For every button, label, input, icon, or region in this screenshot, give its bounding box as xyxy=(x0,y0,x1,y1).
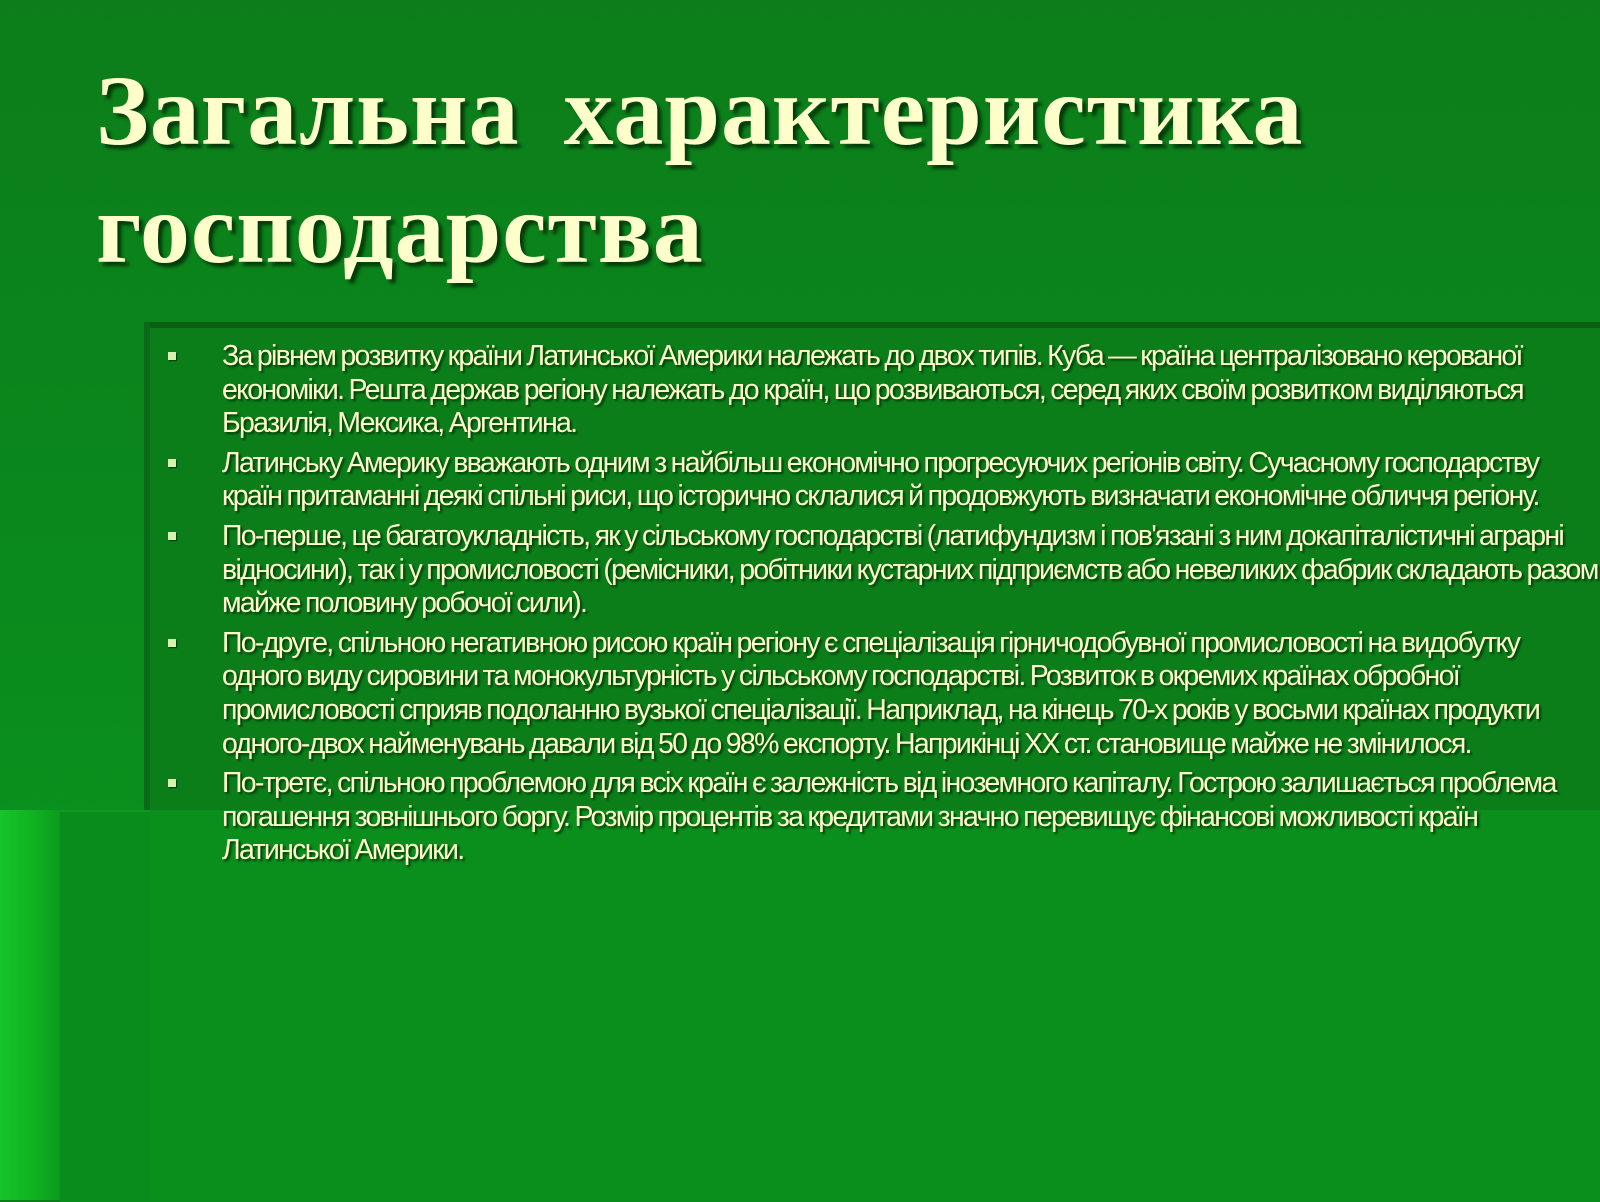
background-left-band xyxy=(0,810,60,1200)
bullet-list xyxy=(160,340,1600,874)
square-bullet-icon xyxy=(168,779,176,787)
bullet-text: По-перше, це багатоукладність, як у сільському господарстві (латифундизм і пов'язані з ним докапіталістичні аграрні відносини), так і у промисловості (ремісники, робітники кустарних підприємств або невеликих фабрик складають разом майже половину робочої сили). xyxy=(222,519,1598,620)
bullet-item xyxy=(160,340,1600,441)
bullet-item xyxy=(160,447,1600,514)
bullet-item xyxy=(160,767,1600,868)
square-bullet-icon xyxy=(168,352,176,360)
square-bullet-icon xyxy=(168,639,176,647)
slide-title: Загальна характеристика господарства xyxy=(96,55,1304,284)
bullet-text: За рівнем розвитку країни Латинської Америки належать до двох типів. Куба — країна централізовано керованої економіки. Решта держав регіону належать до країн, що розвиваються, серед яких своїм розвитком виділяються Бразилія, Мексика, Аргентина. xyxy=(222,340,1523,440)
bullet-item xyxy=(160,520,1600,621)
square-bullet-icon xyxy=(168,532,176,540)
bullet-item xyxy=(160,627,1600,761)
bullet-text: По-третє, спільною проблемою для всіх країн є залежність від іноземного капіталу. Гострою залишається проблема погашення зовнішнього боргу. Розмір процентів за кредитами значно перевищує фінансові можливості країн Латинської Америки. xyxy=(222,767,1556,867)
bullet-text: По-друге, спільною негативною рисою країн регіону є спеціалізація гірничодобувної промисловості на видобутку одного виду сировини та монокультурність у сільському господарстві. Розвиток в окремих країнах обробної промисловості сприяв подоланню вузької спеціалізації. Наприклад, на кінець 70-х років у восьми країнах продукти одного-двох найменувань давали від 50 до 98% експорту. Наприкінці XX ст. становище майже не змінилося. xyxy=(222,626,1540,760)
bullet-text: Латинську Америку вважають одним з найбільш економічно прогресуючих регіонів світу. Сучасному господарству країн притаманні деякі спільні риси, що історично склалися й продовжують визначати економічне обличчя регіону. xyxy=(222,446,1539,513)
square-bullet-icon xyxy=(168,459,176,467)
